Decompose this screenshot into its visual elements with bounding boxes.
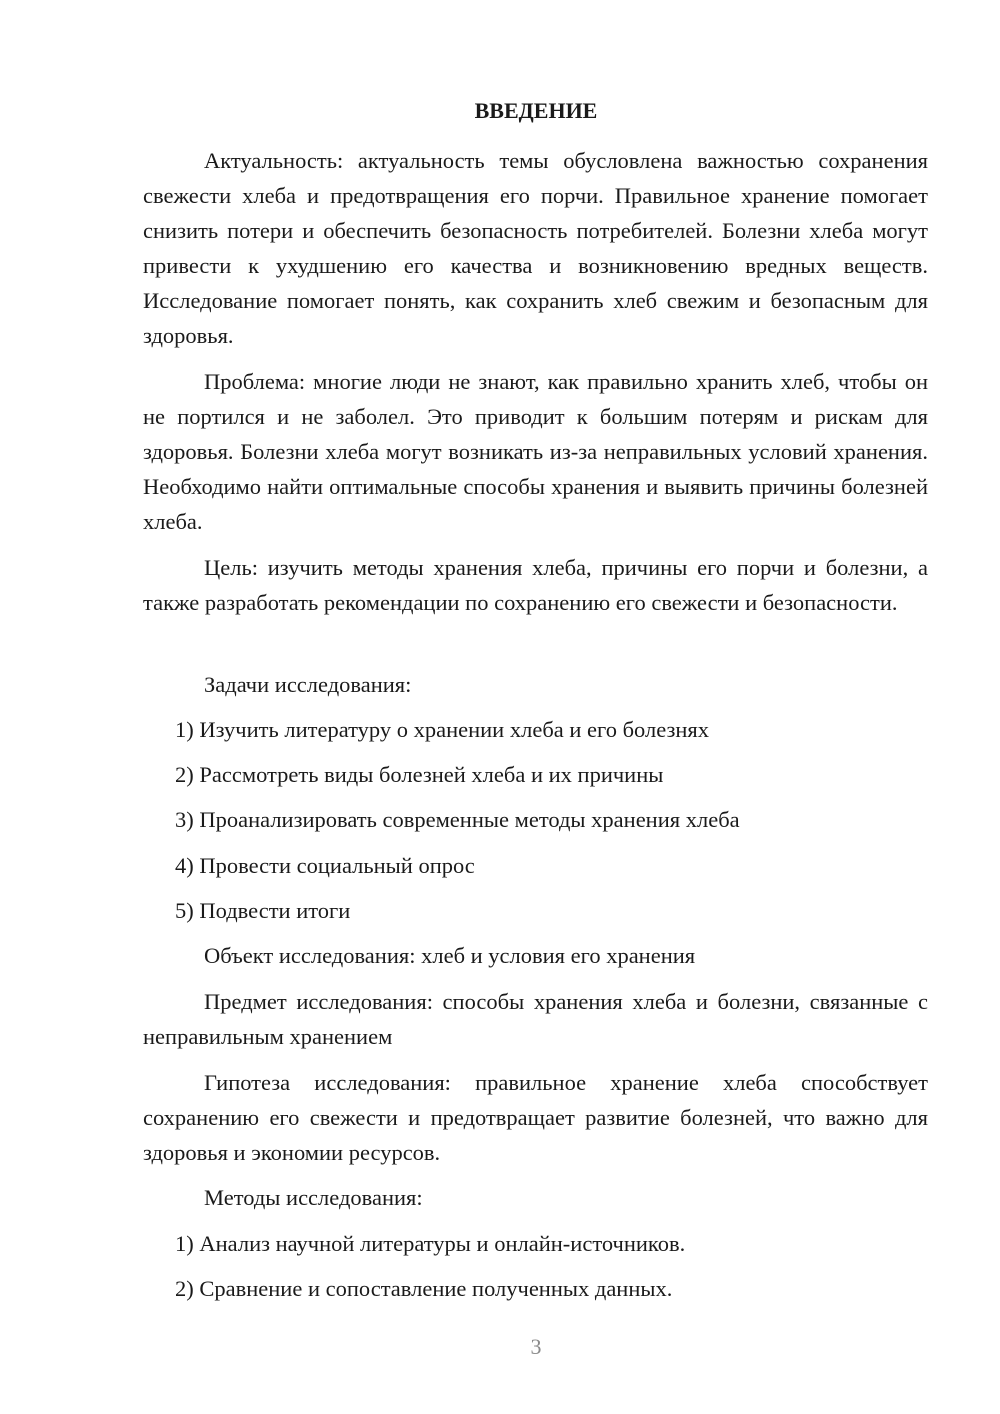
task-item-3: 3) Проанализировать современные методы хранения хлеба [175,807,740,832]
subject-paragraph: Предмет исследования: способы хранения хлеба и болезни, связанные с неправильным хранением [143,989,928,1049]
tasks-title: Задачи исследования: [204,672,412,697]
task-item-2: 2) Рассмотреть виды болезней хлеба и их причины [175,762,664,787]
relevance-paragraph: Актуальность: актуальность темы обусловлена важностью сохранения свежести хлеба и предотвращения его порчи. Правильное хранение помогает снизить потери и обеспечить безопасность потребителей. Болезни хлеба могут привести к ухудшению его качества и возникновению вредных веществ. Исследование помогает понять, как сохранить хлеб свежим и безопасным для здоровья. [143,148,928,348]
methods-title: Методы исследования: [204,1185,423,1210]
method-item-1: 1) Анализ научной литературы и онлайн-источников. [175,1231,686,1256]
task-item-4: 4) Провести социальный опрос [175,853,475,878]
task-item-5: 5) Подвести итоги [175,898,351,923]
problem-paragraph: Проблема: многие люди не знают, как правильно хранить хлеб, чтобы он не портился и не заболел. Это приводит к большим потерям и рискам для здоровья. Болезни хлеба могут возникать из-за неправильных условий хранения. Необходимо найти оптимальные способы хранения и выявить причины болезней хлеба. [143,369,928,534]
hypothesis-paragraph: Гипотеза исследования: правильное хранение хлеба способствует сохранению его свежести и предотвращает развитие болезней, что важно для здоровья и экономии ресурсов. [143,1070,928,1165]
page-number: 3 [530,1334,542,1359]
object-paragraph: Объект исследования: хлеб и условия его хранения [204,943,696,968]
goal-paragraph: Цель: изучить методы хранения хлеба, причины его порчи и болезни, а также разработать рекомендации по сохранению его свежести и безопасности. [143,555,928,615]
method-item-2: 2) Сравнение и сопоставление полученных данных. [175,1276,673,1301]
page-heading: ВВЕДЕНИЕ [474,98,598,123]
task-item-1: 1) Изучить литературу о хранении хлеба и его болезнях [175,717,709,742]
